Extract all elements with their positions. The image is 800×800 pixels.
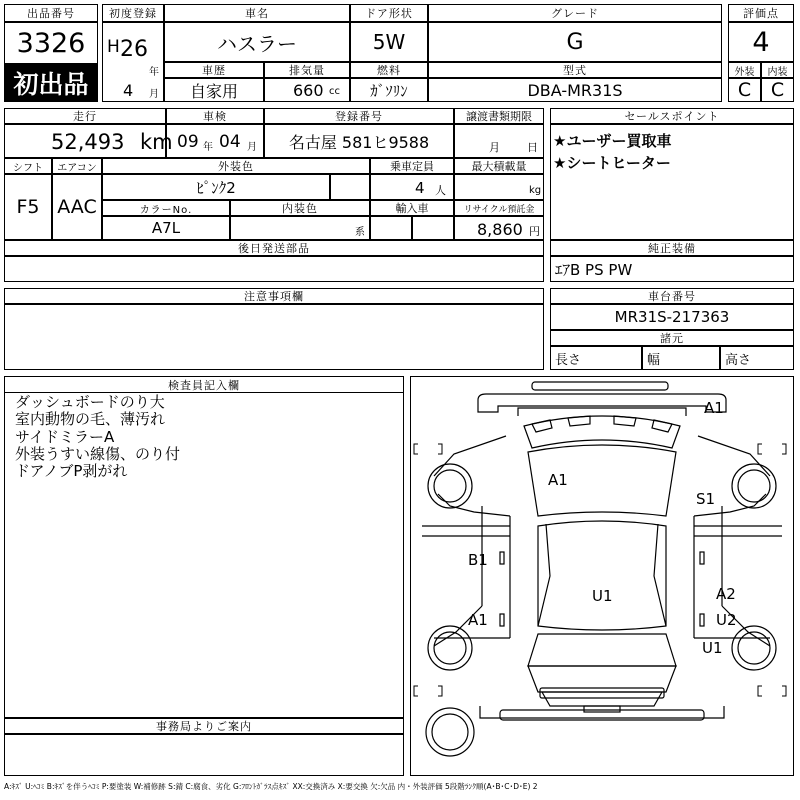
notes-area <box>4 304 544 370</box>
registration: 名古屋 581ヒ9588 <box>264 124 454 158</box>
color-extra-cell <box>330 174 370 200</box>
score-label: 評価点 <box>728 4 794 22</box>
exterior-score: C <box>728 78 761 102</box>
recycle-label: リサイクル預託金 <box>454 200 544 216</box>
damage-mark: U1 <box>592 587 613 605</box>
exterior-label: 外装 <box>728 62 761 78</box>
import-cell-b <box>412 216 454 240</box>
spare-tire <box>426 708 474 756</box>
equipment-label: 純正装備 <box>550 240 794 256</box>
inspector-note: 室内動物の毛、薄汚れ <box>15 410 166 429</box>
reg-year-unit: 年 <box>149 67 159 78</box>
inspector-box <box>4 376 404 718</box>
length-label: 長さ <box>550 346 642 370</box>
reg-month-unit: 月 <box>149 89 159 100</box>
inspector-note: 外装うすい線傷、のり付 <box>15 444 181 463</box>
inspector-label: 検査員記入欄 <box>4 376 404 393</box>
sales-label: セールスポイント <box>550 108 794 124</box>
car-damage-diagram <box>410 376 794 776</box>
door-handle-shape <box>500 614 504 626</box>
office-label: 事務局よりご案内 <box>4 718 404 734</box>
interior-label: 内装 <box>761 62 794 78</box>
width-label: 幅 <box>642 346 720 370</box>
shift-label: シフト <box>4 158 52 174</box>
license-plate-shape <box>584 706 620 712</box>
front-fender-lines <box>434 436 770 476</box>
office-area <box>4 734 404 776</box>
inspector-note: ダッシュボードのり大 <box>15 393 165 411</box>
sales-point: ★シートヒーター <box>553 154 671 172</box>
transfer-day-unit: 日 <box>527 141 538 154</box>
displacement-unit: cc <box>329 86 340 97</box>
height-label: 高さ <box>720 346 794 370</box>
history: 自家用 <box>164 78 264 102</box>
transfer-cell <box>454 124 544 158</box>
damage-mark: U1 <box>702 639 723 657</box>
legend: A:ｷｽﾞ U:ﾍｺﾐ B:ｷｽﾞを伴うﾍｺﾐ P:要塗装 W:補修跡 S:錆 C:腐食、劣化 G:ﾌﾛﾝﾄｶﾞﾗｽ点ｷｽﾞ XX:交換済み X:要交換 欠:欠品 内・外装評価 5段階ﾗﾝｸ順(A･B･C･D･E) 2 <box>4 782 538 791</box>
hood-edge <box>518 408 686 416</box>
aircon-label: エアコン <box>52 158 102 174</box>
roof-pillar-lines <box>538 524 666 626</box>
step-lines <box>422 526 782 536</box>
interior-color-unit: 系 <box>355 227 365 238</box>
score: 4 <box>728 22 794 62</box>
front-bumper-outline <box>478 394 726 412</box>
inspection-cell <box>166 124 264 158</box>
color-label: 外装色 <box>102 158 370 174</box>
mileage-cell <box>4 124 173 158</box>
body-side-lines <box>438 494 766 516</box>
bracket-mark <box>414 444 418 454</box>
import-cell-a <box>370 216 412 240</box>
mileage: 52,493 <box>51 130 125 154</box>
displacement-label: 排気量 <box>264 62 350 78</box>
recycle-amount: 8,860 <box>477 220 523 239</box>
inspection-year-unit: 年 <box>203 142 213 153</box>
registration-label: 登録番号 <box>264 108 454 124</box>
capacity-unit: 人 <box>435 184 446 197</box>
first-reg-label: 初度登録 <box>102 4 164 22</box>
history-label: 車歴 <box>164 62 264 78</box>
door-handle-shape <box>700 552 704 564</box>
windshield-mark <box>652 420 672 432</box>
bracket-mark <box>438 686 442 696</box>
capacity-cell <box>370 174 454 200</box>
recycle-unit: 円 <box>529 225 540 238</box>
door-handle-shape <box>700 614 704 626</box>
inspector-note: ドアノブP剥がれ <box>15 462 128 481</box>
chassis-number: MR31S-217363 <box>550 304 794 330</box>
reg-year: 26 <box>120 37 148 62</box>
damage-mark: B1 <box>468 551 488 569</box>
lot-no-label: 出品番号 <box>4 4 98 22</box>
displacement: 660 <box>293 81 324 100</box>
front-right-tire-inner <box>738 470 770 502</box>
transfer-month-unit: 月 <box>489 141 500 154</box>
front-left-tire <box>428 464 472 508</box>
fuel-label: 燃料 <box>350 62 428 78</box>
notes-label: 注意事項欄 <box>4 288 544 304</box>
capacity: 4 <box>415 179 425 197</box>
bracket-mark <box>758 686 762 696</box>
mileage-unit: km <box>140 130 173 154</box>
rear-left-tire-inner <box>434 632 466 664</box>
door-handle-shape <box>500 552 504 564</box>
aircon: AAC <box>52 174 102 240</box>
fuel: ｶﾞｿﾘﾝ <box>350 78 428 102</box>
inspection-label: 車検 <box>166 108 264 124</box>
windshield-mark <box>532 420 552 432</box>
bracket-mark <box>782 444 786 454</box>
capacity-label: 乗車定員 <box>370 158 454 174</box>
bracket-mark <box>782 686 786 696</box>
model: DBA-MR31S <box>428 78 722 102</box>
model-label: 型式 <box>428 62 722 78</box>
mileage-label: 走行 <box>4 108 166 124</box>
bracket-mark <box>758 444 762 454</box>
bracket-mark <box>414 686 418 696</box>
damage-mark: A1 <box>468 611 488 629</box>
door-label: ドア形状 <box>350 4 428 22</box>
inspector-note: サイドミラーA <box>15 427 115 446</box>
damage-mark: S1 <box>696 490 716 508</box>
first-listing-badge: 初出品 <box>4 64 98 102</box>
import-label: 輸入車 <box>370 200 454 216</box>
load-cell <box>454 174 544 200</box>
bracket-mark <box>438 444 442 454</box>
door-type: 5W <box>350 22 428 62</box>
shift: F5 <box>4 174 52 240</box>
load-unit: kg <box>529 185 542 196</box>
chassis-label: 車台番号 <box>550 288 794 304</box>
first-reg-cell <box>102 22 164 102</box>
grade-label: グレード <box>428 4 722 22</box>
rear-panel-shape <box>542 692 662 706</box>
windshield-mark <box>614 416 636 426</box>
dims-label: 諸元 <box>550 330 794 346</box>
damage-mark: A2 <box>716 585 736 603</box>
spare-tire-inner <box>432 714 468 750</box>
grade: G <box>428 22 722 62</box>
sales-point: ★ユーザー買取車 <box>553 132 672 150</box>
car-name: ハスラー <box>164 22 350 62</box>
later-parts-label: 後日発送部品 <box>4 240 544 256</box>
transfer-label: 譲渡書類期限 <box>454 108 544 124</box>
equipment: ｴｱB PS PW <box>550 256 794 282</box>
damage-mark: U2 <box>716 611 737 629</box>
sales-area <box>550 124 794 240</box>
front-bumper-shape <box>532 382 668 390</box>
lot-no: 3326 <box>4 22 98 64</box>
rear-window-shape <box>528 634 676 666</box>
recycle-cell <box>454 216 544 240</box>
color-no: A7L <box>102 216 230 240</box>
load-label: 最大積載量 <box>454 158 544 174</box>
interior-color-label: 内装色 <box>230 200 370 216</box>
inspection-month-unit: 月 <box>247 142 257 153</box>
displacement-cell <box>264 78 350 102</box>
interior-color-cell <box>230 216 370 240</box>
windshield-mark <box>568 416 590 426</box>
front-left-tire-inner <box>434 470 466 502</box>
inspection-year: 09 <box>177 132 199 152</box>
interior-score: C <box>761 78 794 102</box>
reg-month: 4 <box>123 81 134 100</box>
damage-mark: A1 <box>548 471 568 489</box>
inspector-notes <box>15 394 180 480</box>
later-parts-area <box>4 256 544 282</box>
color: ﾋﾟﾝｸ2 <box>102 174 330 200</box>
rear-bumper-shape <box>540 688 664 698</box>
damage-mark: A1 <box>704 399 724 417</box>
rear-right-tire-inner <box>738 632 770 664</box>
color-no-label: カラーNo. <box>102 200 230 216</box>
car-name-label: 車名 <box>164 4 350 22</box>
roof-shape <box>538 521 666 630</box>
inspection-month: 04 <box>219 132 241 152</box>
era: H <box>107 37 120 57</box>
